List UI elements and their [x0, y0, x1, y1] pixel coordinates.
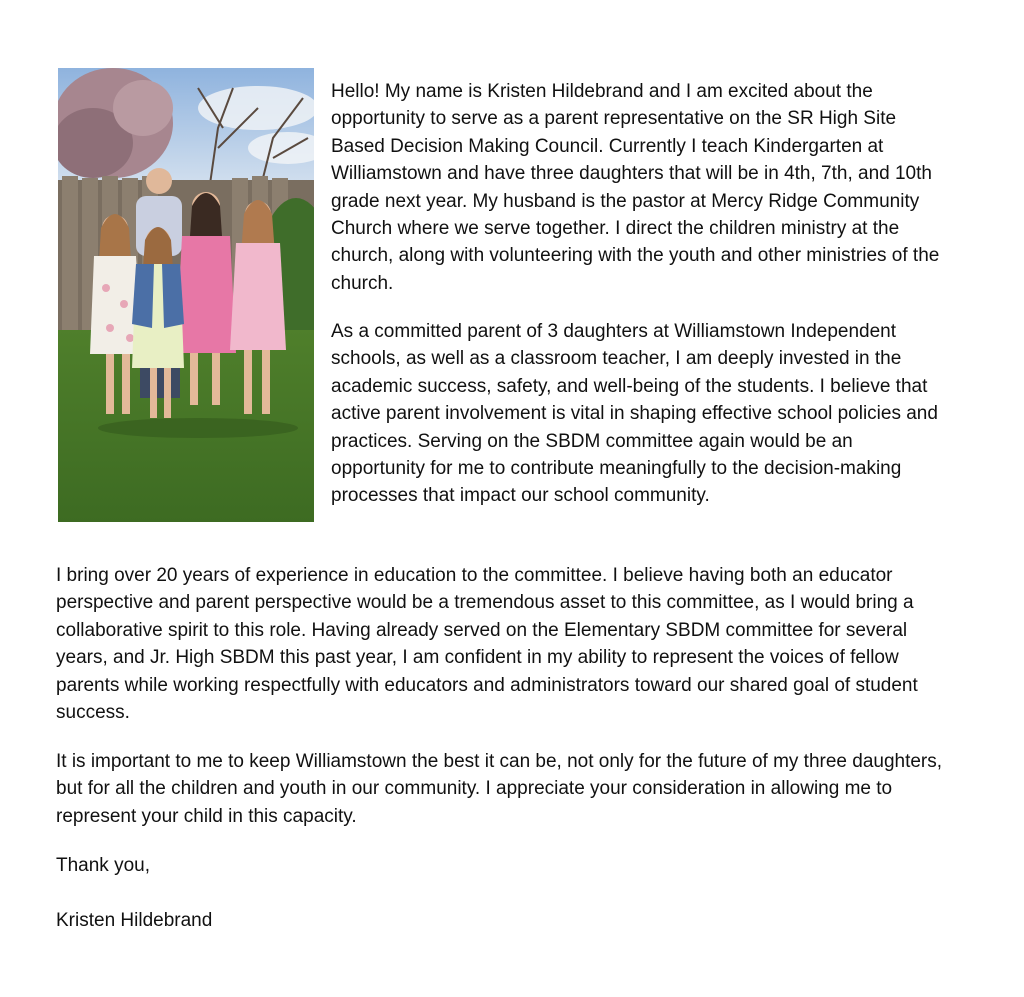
- closing-line: Thank you,: [56, 855, 150, 876]
- intro-paragraph: Hello! My name is Kristen Hildebrand and I am excited about the opportunity to serve as a parent representative on the SR High Site Based Decision Making Council. Currently I teach Kindergarten at Williamstown and have three daughters that will be in 4th, 7th, and 10th grade next year. My husband is the pastor at Mercy Ridge Community Church where we serve together. I direct the children ministry at the church, along with volunteering with the youth and other ministries of the church.: [331, 81, 940, 294]
- signature: Kristen Hildebrand: [56, 910, 213, 931]
- commitment-paragraph: As a committed parent of 3 daughters at Williamstown Independent schools, as well as a classroom teacher, I am deeply invested in the academic success, safety, and well-being of the students. I believe that active parent involvement is vital in shaping effective school policies and practices. Serving on the SBDM committee again would be an opportunity for me to contribute meaningfully to the decision-making processes that impact our school community.: [331, 321, 938, 507]
- family-photo: [58, 68, 314, 522]
- experience-paragraph: I bring over 20 years of experience in education to the committee. I believe having both an educator perspective and parent perspective would be a tremendous asset to this committee, as I would bring a collaborative spirit to this role. Having already served on the Elementary SBDM committee for several years, and Jr. High SBDM this past year, I am confident in my ability to represent the voices of fellow parents while working respectfully with educators and administrators toward our shared goal of student success.: [56, 565, 918, 724]
- community-paragraph: It is important to me to keep Williamstown the best it can be, not only for the future of my three daughters, but for all the children and youth in our community. I appreciate your consideration in allowing me to represent your child in this capacity.: [56, 751, 943, 827]
